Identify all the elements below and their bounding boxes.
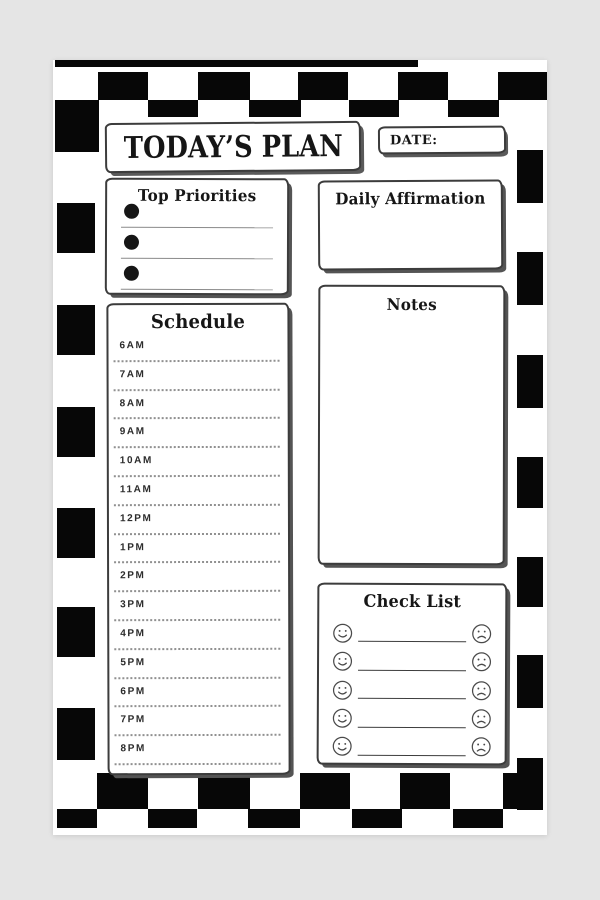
time-label: 7AM (119, 368, 146, 381)
checker-square (57, 305, 95, 355)
date-input-area[interactable] (437, 128, 504, 152)
schedule-slot (109, 568, 288, 597)
page-title: TODAY’S PLAN (123, 128, 343, 166)
checker-square (57, 607, 95, 657)
date-label: DATE: (389, 132, 438, 148)
sad-face-icon (471, 708, 492, 729)
schedule-slot (109, 453, 288, 482)
checker-square (148, 809, 197, 828)
time-label: 8PM (120, 743, 146, 755)
planner-page (53, 60, 547, 835)
bullet-dot-icon (124, 266, 139, 281)
affirmation-input-area[interactable] (324, 212, 497, 265)
happy-face-icon (332, 651, 353, 672)
checker-square (198, 72, 250, 100)
schedule-slot (109, 511, 288, 540)
happy-face-icon (332, 708, 353, 729)
checker-square (517, 355, 543, 408)
notes-title: Notes (386, 294, 437, 315)
checklist-line[interactable] (358, 755, 466, 756)
schedule-slot (109, 712, 288, 741)
time-label: 11AM (119, 484, 153, 496)
schedule-line[interactable] (114, 676, 280, 678)
checker-square (298, 72, 348, 100)
checker-square (352, 809, 402, 828)
schedule-line[interactable] (114, 619, 280, 621)
checklist-item (319, 704, 505, 733)
checklist-section (317, 583, 508, 766)
priorities-rows (107, 197, 287, 291)
checker-square (55, 100, 99, 152)
checklist-line[interactable] (358, 726, 466, 727)
checklist-item (319, 647, 505, 676)
happy-face-icon (332, 736, 353, 757)
title-box (105, 121, 361, 173)
priority-item (107, 228, 287, 260)
time-label: 6PM (120, 685, 146, 697)
checker-square (57, 203, 95, 253)
notes-input-area[interactable] (324, 317, 500, 559)
checker-square (98, 72, 148, 100)
checklist-title: Check List (363, 591, 462, 613)
schedule-slot (109, 395, 288, 424)
checker-square (498, 72, 547, 100)
schedule-slot (109, 482, 288, 511)
checklist-item (319, 619, 505, 648)
sad-face-icon (471, 680, 492, 701)
checklist-item (319, 732, 505, 761)
schedule-line[interactable] (114, 417, 280, 419)
time-label: 1PM (120, 541, 146, 553)
checker-square (57, 508, 95, 558)
checklist-line[interactable] (358, 670, 466, 671)
checker-square (300, 773, 350, 809)
schedule-slot (110, 741, 289, 770)
checker-square (448, 100, 499, 117)
priority-line[interactable] (121, 289, 273, 291)
bullet-dot-icon (124, 235, 139, 250)
schedule-line[interactable] (114, 475, 280, 477)
schedule-line[interactable] (114, 360, 280, 362)
schedule-line[interactable] (114, 446, 280, 448)
checker-square (249, 100, 301, 117)
priority-item (107, 259, 287, 291)
schedule-section (106, 303, 290, 775)
checker-square (57, 809, 97, 828)
time-label: 3PM (120, 599, 146, 611)
daily-affirmation-section (318, 180, 503, 271)
time-label: 9AM (119, 426, 146, 438)
checker-square (517, 252, 543, 305)
checker-square (517, 457, 543, 508)
top-priorities-section (105, 178, 289, 296)
checker-square (400, 773, 450, 809)
schedule-slot (109, 424, 288, 453)
bullet-dot-icon (124, 204, 139, 219)
checker-square (57, 407, 95, 457)
priorities-title: Top Priorities (137, 185, 257, 206)
checker-square (517, 150, 543, 203)
schedule-title: Schedule (150, 310, 246, 334)
schedule-line[interactable] (114, 705, 280, 707)
schedule-line[interactable] (115, 734, 281, 736)
checker-square (148, 100, 198, 117)
schedule-line[interactable] (114, 648, 280, 650)
time-label: 2PM (120, 570, 146, 582)
schedule-line[interactable] (115, 763, 281, 765)
checker-square (97, 773, 148, 809)
schedule-slot (109, 655, 288, 684)
schedule-slot (108, 338, 287, 367)
checker-square (248, 809, 300, 828)
schedule-line[interactable] (114, 590, 280, 592)
checker-square (398, 72, 448, 100)
checker-square (453, 809, 503, 828)
schedule-line[interactable] (114, 532, 280, 534)
schedule-slot (109, 683, 288, 712)
time-label: 4PM (120, 628, 146, 640)
time-label: 12PM (119, 512, 153, 524)
checklist-line[interactable] (358, 698, 466, 699)
schedule-slot (109, 597, 288, 626)
checklist-item (319, 675, 505, 704)
schedule-line[interactable] (114, 388, 280, 390)
notes-section (318, 285, 506, 565)
sad-face-icon (471, 737, 492, 758)
time-label: 7PM (120, 714, 146, 726)
happy-face-icon (332, 679, 353, 700)
checker-square (198, 773, 250, 809)
schedule-line[interactable] (114, 561, 280, 563)
schedule-line[interactable] (114, 504, 280, 506)
happy-face-icon (332, 622, 353, 643)
time-label: 10AM (119, 455, 153, 467)
checker-square (503, 773, 543, 809)
time-label: 6AM (119, 340, 146, 352)
checker-square (55, 60, 418, 67)
checklist-rows (319, 619, 506, 762)
sad-face-icon (471, 623, 492, 644)
affirmation-title: Daily Affirmation (335, 188, 486, 209)
checklist-line[interactable] (358, 641, 466, 642)
sad-face-icon (471, 651, 492, 672)
schedule-slot (109, 626, 288, 655)
schedule-slot (109, 539, 288, 568)
checker-square (517, 557, 543, 607)
time-label: 8AM (119, 397, 146, 409)
checker-square (57, 708, 95, 760)
time-label: 5PM (120, 656, 146, 668)
priority-item (107, 197, 287, 229)
checker-square (349, 100, 399, 117)
date-field[interactable] (378, 126, 506, 155)
checker-square (517, 655, 543, 708)
schedule-rows (108, 338, 288, 770)
schedule-slot (109, 367, 288, 396)
